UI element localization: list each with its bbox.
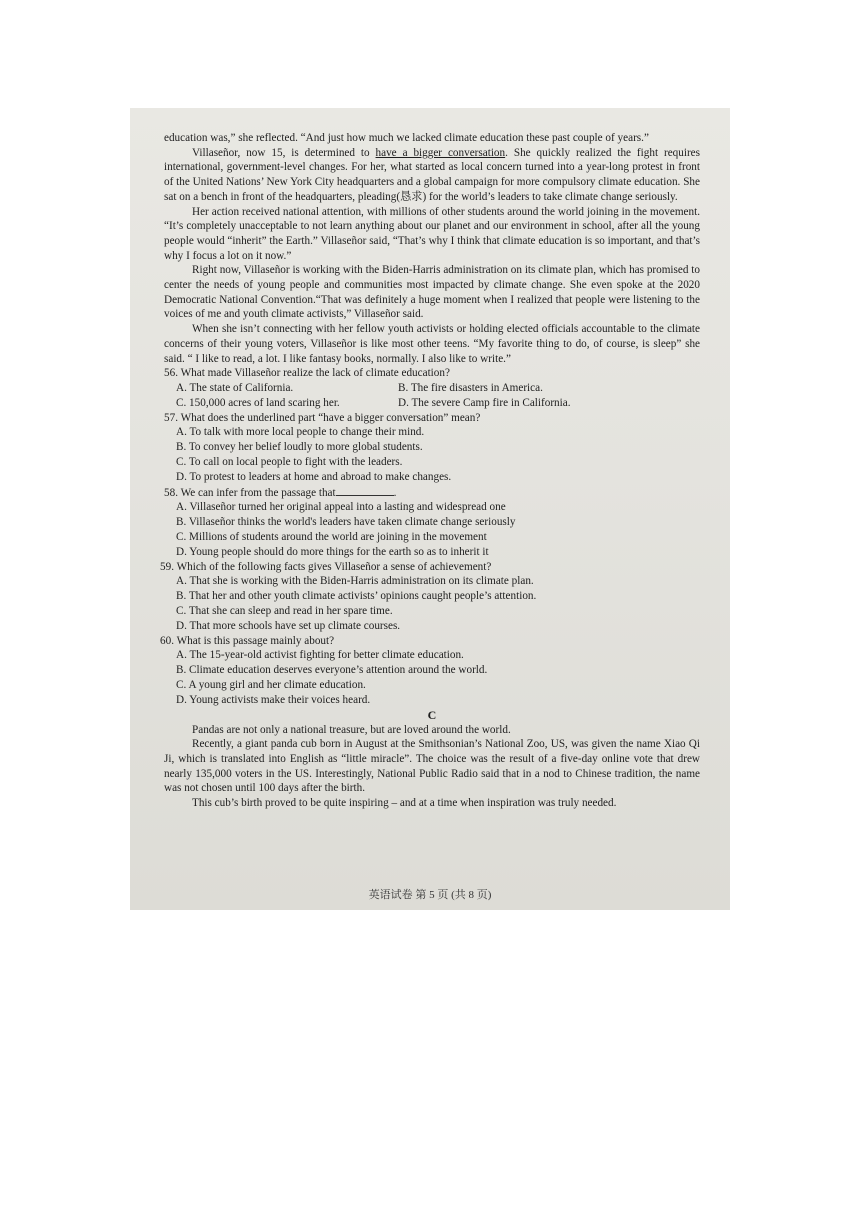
option-b: B. Climate education deserves everyone’s attention around the world. [176,664,488,677]
option-b: B. To convey her belief loudly to more global students. [176,441,423,454]
option-d: D. That more schools have set up climate courses. [176,619,401,632]
option-c: C. Millions of students around the world are joining in the movement [176,531,487,544]
option-b: B. The fire disasters in America. [398,382,543,395]
options-row [176,396,700,411]
paragraph-text: . She quickly realized the fight requires international, government-level changes. For her, what started as local concern turned into a year-long protest in front of the United Nations’ New York City headquarters and a global campaign for more compulsory climate education. She sat on a bench in front of the headquarters, pleading(恳求) for the world’s leaders to take climate change seriously. [164,146,700,203]
question-stem-text: 58. We can infer from the passage that [164,486,336,499]
option-b: B. Villaseñor thinks the world's leaders have taken climate change seriously [176,516,516,529]
option-d: D. Young people should do more things for the earth so as to inherit it [176,545,489,558]
passage-paragraph: Pandas are not only a national treasure, but are loved around the world. [192,723,511,736]
option-c: C. That she can sleep and read in her spare time. [176,605,393,617]
question-stem: 57. What does the underlined part “have a bigger conversation” mean? [164,411,481,424]
option-c: C. 150,000 acres of land scaring her. [176,396,340,409]
option-a: A. The state of California. [176,382,294,395]
passage-paragraph [164,146,700,205]
option-d: D. To protest to leaders at home and abroad to make changes. [176,470,452,483]
options-row [176,381,700,396]
question-59 [160,560,700,634]
question-60 [160,634,700,708]
passage-paragraph: Right now, Villaseñor is working with the Biden-Harris administration on its climate plan, which has promised to center the needs of young people and communities most impacted by climate change. She even spoke at the 2020 Democratic National Convention.“That was definitely a huge moment when I realized that people were listening to the voices of me and youth climate activists,” Villaseñor said. [164,264,700,321]
option-a: A. Villaseñor turned her original appeal into a lasting and widespread one [176,501,506,514]
paragraph-text: Villaseñor, now 15, is determined to [192,146,376,159]
option-c: C. A young girl and her climate education. [176,678,366,691]
option-a: A. That she is working with the Biden-Harris administration on its climate plan. [176,575,534,588]
section-heading: C [427,707,437,722]
option-a: A. The 15-year-old activist fighting for better climate education. [176,649,464,662]
question-stem: 56. What made Villaseñor realize the lack of climate education? [164,367,450,380]
passage-paragraph: This cub’s birth proved to be quite inspiring – and at a time when inspiration was truly needed. [192,797,617,810]
question-stem: 59. Which of the following facts gives Villaseñor a sense of achievement? [160,560,492,573]
passage-paragraph: Recently, a giant panda cub born in August at the Smithsonian’s National Zoo, US, was given the name Xiao Qi Ji, which is translated into English as “little miracle”. The choice was the result of a five-day online vote that drew nearly 135,000 voters in the US. Interestingly, National Public Radio said that in a nod to Chinese tradition, the name was not chosen until 100 days after the birth. [164,738,700,795]
option-b: B. That her and other youth climate activists’ opinions caught people’s attention. [176,590,537,603]
question-stem: 60. What is this passage mainly about? [160,634,335,647]
exam-page [130,108,730,910]
answer-blank [336,485,394,496]
passage-paragraph: education was,” she reflected. “And just how much we lacked climate education these past couple of years.” [164,132,649,144]
question-stem [164,485,700,501]
option-d: D. Young activists make their voices heard. [176,693,371,706]
option-c: C. To call on local people to fight with the leaders. [176,456,403,469]
option-d: D. The severe Camp fire in California. [398,396,571,409]
underlined-phrase: have a bigger conversation [375,146,506,159]
option-a: A. To talk with more local people to change their mind. [176,426,425,439]
question-stem-end: . [393,486,397,499]
question-56 [164,366,700,410]
question-58 [164,485,700,560]
page-footer: 英语试卷 第 5 页 (共 8 页) [368,889,492,901]
passage-paragraph: When she isn’t connecting with her fellow youth activists or holding elected officials accountable to the climate concerns of their young voters, Villaseñor is like most other teens. “My favorite thing to do, of course, is sleep” she said. “ I like to read, a lot. I like fantasy books, normally. I also like to write.” [164,323,700,365]
passage-paragraph: Her action received national attention, with millions of other students around the world joining in the movement. “It’s completely unacceptable to not learn anything about our planet and our environment in school, after all the young people would “inherit” the Earth.” Villaseñor said, “That’s why I think that climate education is so important, and that’s why I focus a lot on it now.” [164,205,700,262]
question-57 [164,411,700,485]
